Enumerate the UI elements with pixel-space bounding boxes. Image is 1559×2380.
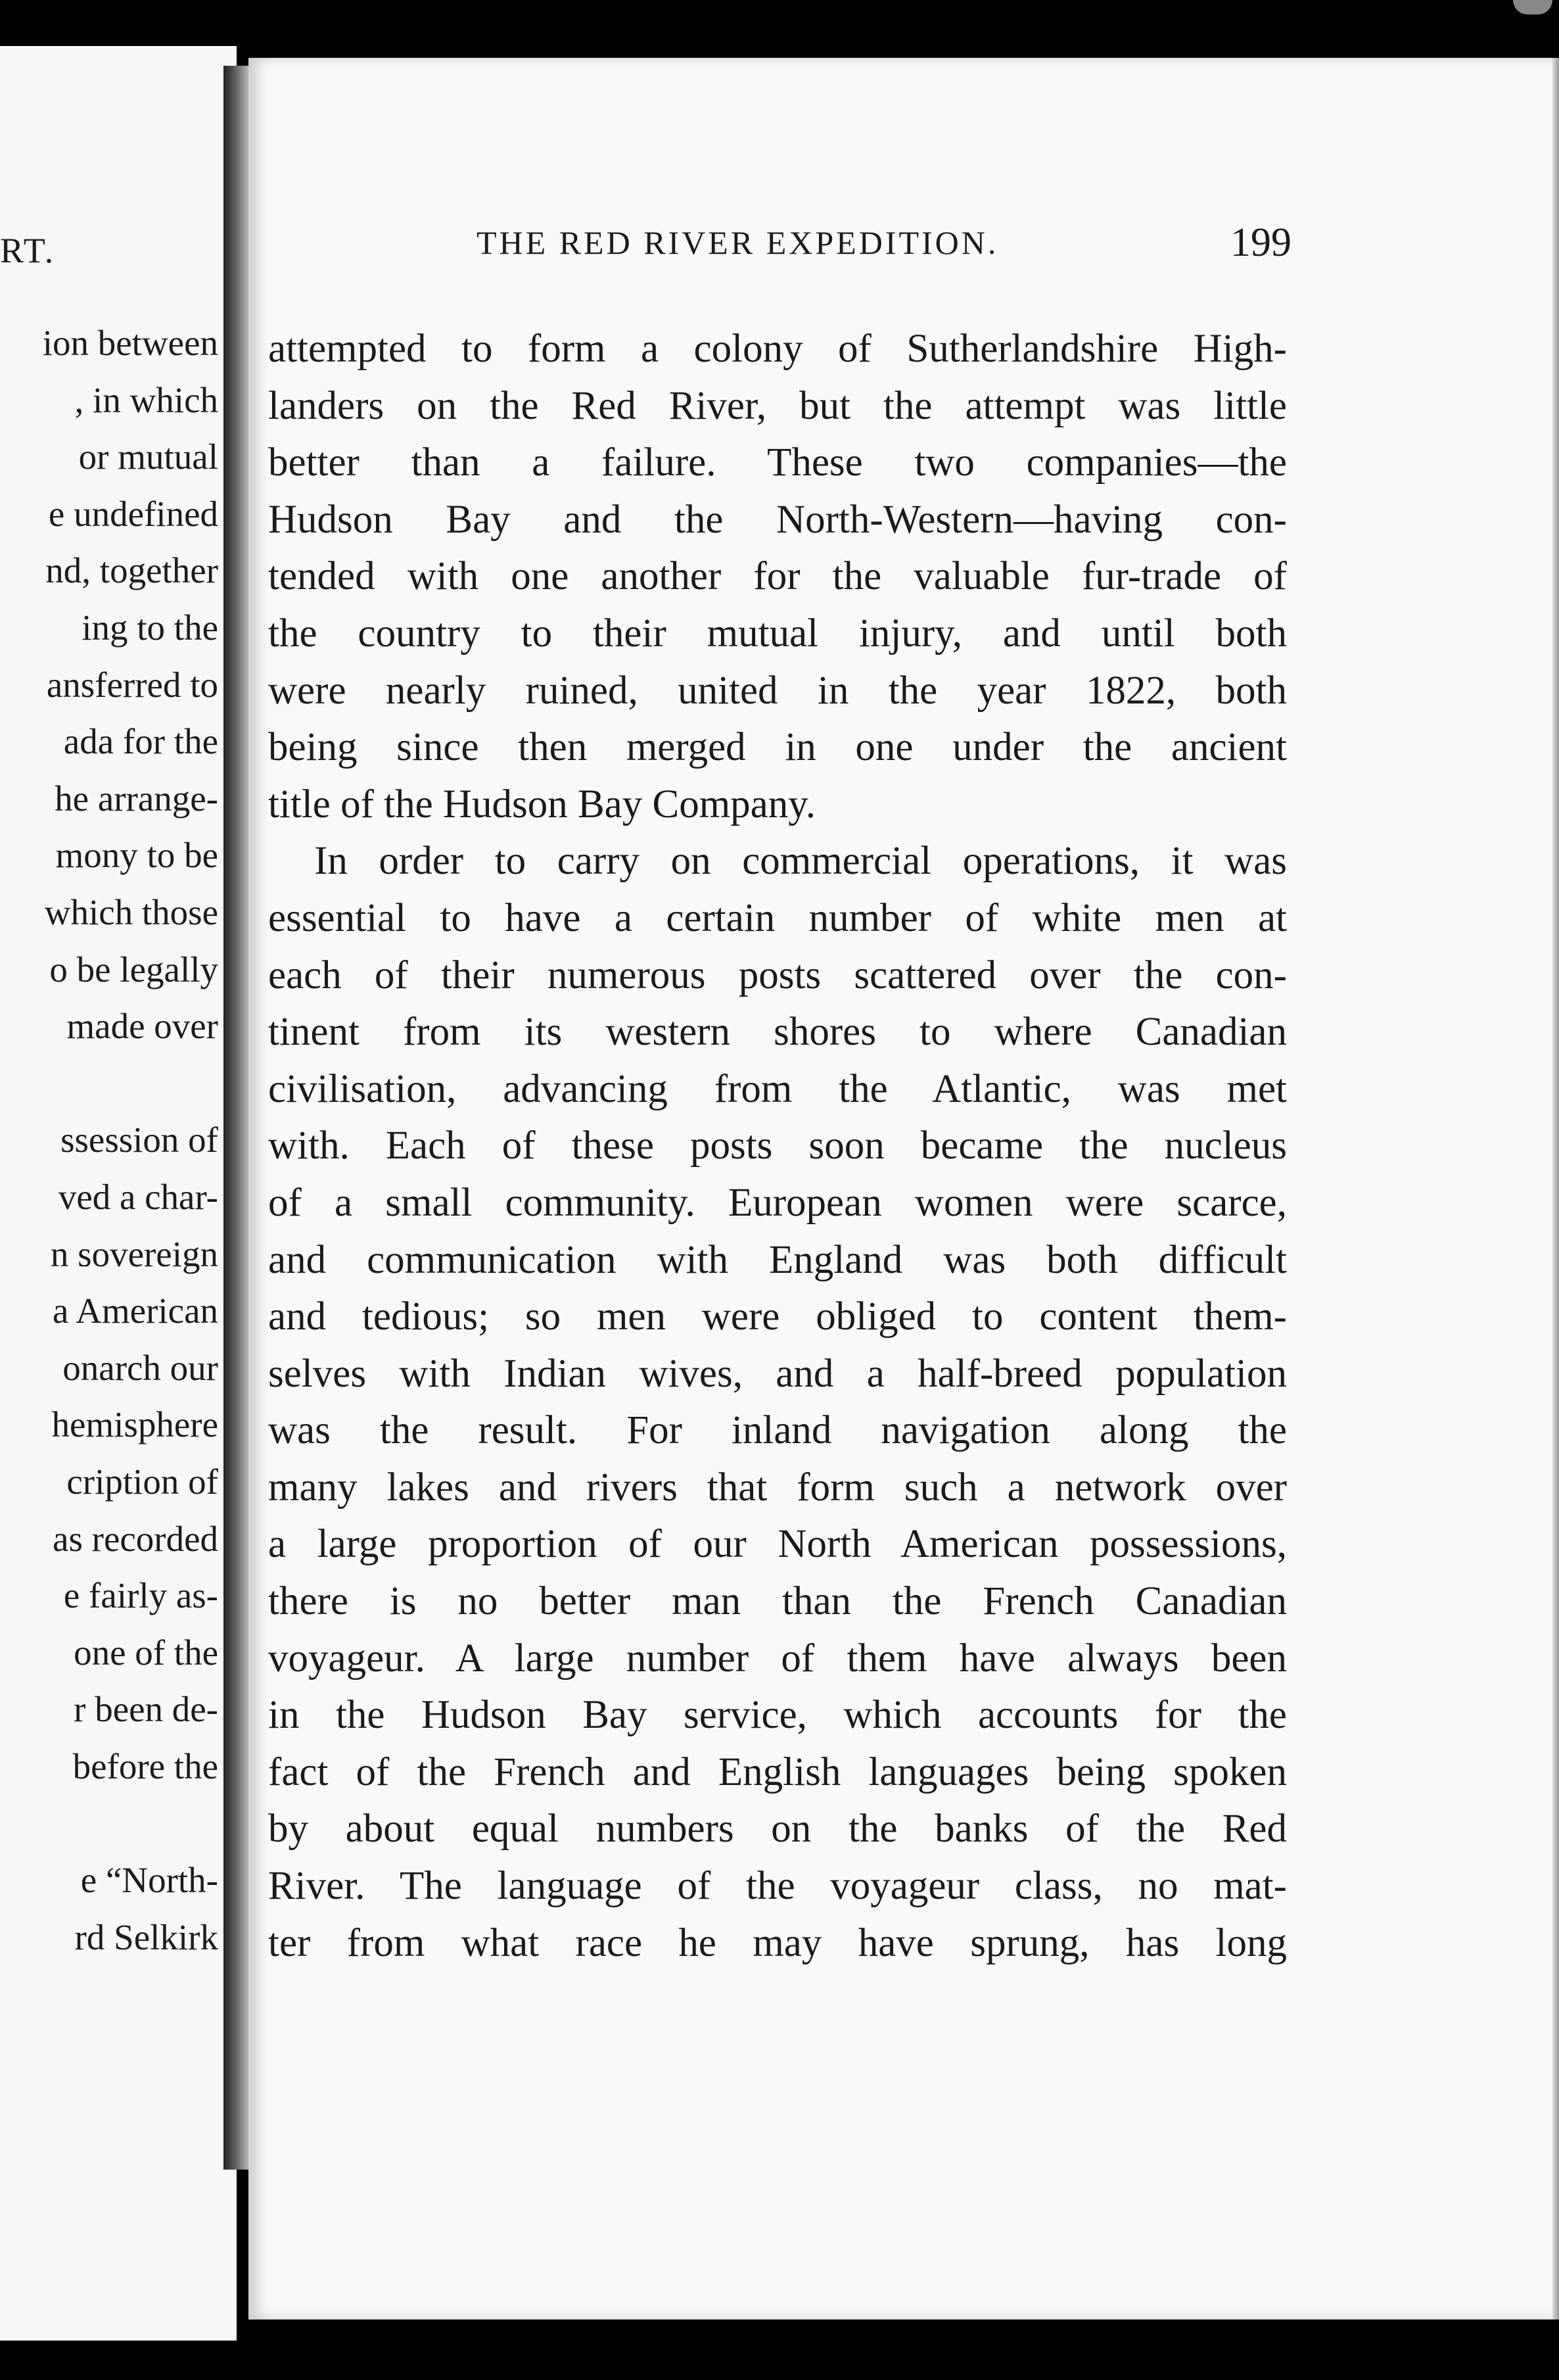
- body-line: civilisation, advancing from the Atlantic, was met: [268, 1066, 1287, 1111]
- body-line: attempted to form a colony of Sutherlandshire High-: [268, 327, 1287, 371]
- body-line: there is no better man than the French Canadian: [268, 1579, 1287, 1624]
- corner-clip-mark: [1513, 0, 1552, 14]
- body-line: essential to have a certain number of white men at: [268, 895, 1287, 940]
- body-line: were nearly ruined, united in the year 1822, both: [268, 668, 1287, 713]
- left-page-line: ved a char-: [58, 1177, 218, 1217]
- left-page-line: one of the: [74, 1632, 218, 1673]
- body-line: voyageur. A large number of them have always been: [268, 1636, 1287, 1680]
- left-page-line: ing to the: [81, 607, 218, 648]
- left-page-line: hemisphere: [51, 1404, 218, 1445]
- body-line: a large proportion of our North American possessions,: [268, 1522, 1287, 1567]
- left-page-line: o be legally: [49, 949, 218, 989]
- body-line: title of the Hudson Bay Company.: [268, 782, 816, 826]
- body-line: fact of the French and English languages being spoken: [268, 1749, 1287, 1794]
- left-page-line: n sovereign: [50, 1233, 218, 1274]
- left-page-line: cription of: [66, 1462, 218, 1502]
- left-page-line: ion between: [42, 323, 218, 363]
- left-page-line: ada for the: [63, 721, 218, 762]
- body-line: in the Hudson Bay service, which accounts for the: [268, 1693, 1287, 1738]
- left-page-line: or mutual: [78, 437, 218, 477]
- left-page-line: made over: [66, 1006, 218, 1047]
- left-page-line: onarch our: [62, 1347, 218, 1388]
- left-running-head: RT.: [0, 231, 56, 270]
- body-line: tinent from its western shores to where Canadian: [268, 1010, 1287, 1055]
- left-page-line: ssession of: [60, 1120, 218, 1160]
- left-page-line: rd Selkirk: [74, 1916, 218, 1957]
- body-line: many lakes and rivers that form such a network over: [268, 1465, 1287, 1510]
- body-text: [268, 321, 1287, 1972]
- body-line: In order to carry on commercial operations, it was: [314, 839, 1287, 884]
- left-page-line: r been de-: [74, 1689, 218, 1730]
- left-page-line: , in which: [74, 379, 218, 420]
- page-number: 199: [1230, 220, 1291, 265]
- left-page-line: ansferred to: [46, 664, 218, 705]
- left-page-line: e undefined: [48, 493, 218, 534]
- body-line: River. The language of the voyageur class, no mat-: [268, 1864, 1287, 1909]
- left-page-line: nd, together: [45, 550, 218, 591]
- body-line: being since then merged in one under the ancient: [268, 725, 1287, 770]
- body-line: better than a failure. These two companies—the: [268, 440, 1287, 485]
- left-page-line: e “North-: [80, 1860, 218, 1901]
- body-line: each of their numerous posts scattered over the con-: [268, 953, 1287, 997]
- left-page-line: before the: [72, 1746, 218, 1786]
- running-head: [230, 220, 1291, 270]
- left-page-line: e fairly as-: [63, 1575, 218, 1616]
- left-page-line: a American: [53, 1291, 218, 1331]
- body-line: selves with Indian wives, and a half-breed population: [268, 1351, 1287, 1396]
- body-line: tended with one another for the valuable fur-trade of: [268, 554, 1287, 599]
- body-line: the country to their mutual injury, and until both: [268, 611, 1287, 655]
- body-line: and tedious; so men were obliged to content them-: [268, 1295, 1287, 1339]
- left-page-line: mony to be: [55, 835, 218, 876]
- body-line: landers on the Red River, but the attempt was little: [268, 383, 1287, 428]
- body-line: ter from what race he may have sprung, has long: [268, 1920, 1287, 1965]
- left-page-line: which those: [44, 892, 218, 932]
- body-line: with. Each of these posts soon became the nucleus: [268, 1124, 1287, 1168]
- body-line: Hudson Bay and the North-Western—having con-: [268, 497, 1287, 542]
- body-line: was the result. For inland navigation along the: [268, 1408, 1287, 1453]
- page-edge-shadow: [1552, 58, 1559, 2320]
- body-line: and communication with England was both difficult: [268, 1237, 1287, 1282]
- body-line: of a small community. European women were scarce,: [268, 1180, 1287, 1225]
- body-line: by about equal numbers on the banks of the Red: [268, 1807, 1287, 1851]
- left-page: [0, 46, 237, 2341]
- left-page-line: he arrange-: [55, 778, 218, 819]
- left-page-line: as recorded: [53, 1518, 218, 1559]
- running-title: THE RED RIVER EXPEDITION.: [477, 224, 999, 261]
